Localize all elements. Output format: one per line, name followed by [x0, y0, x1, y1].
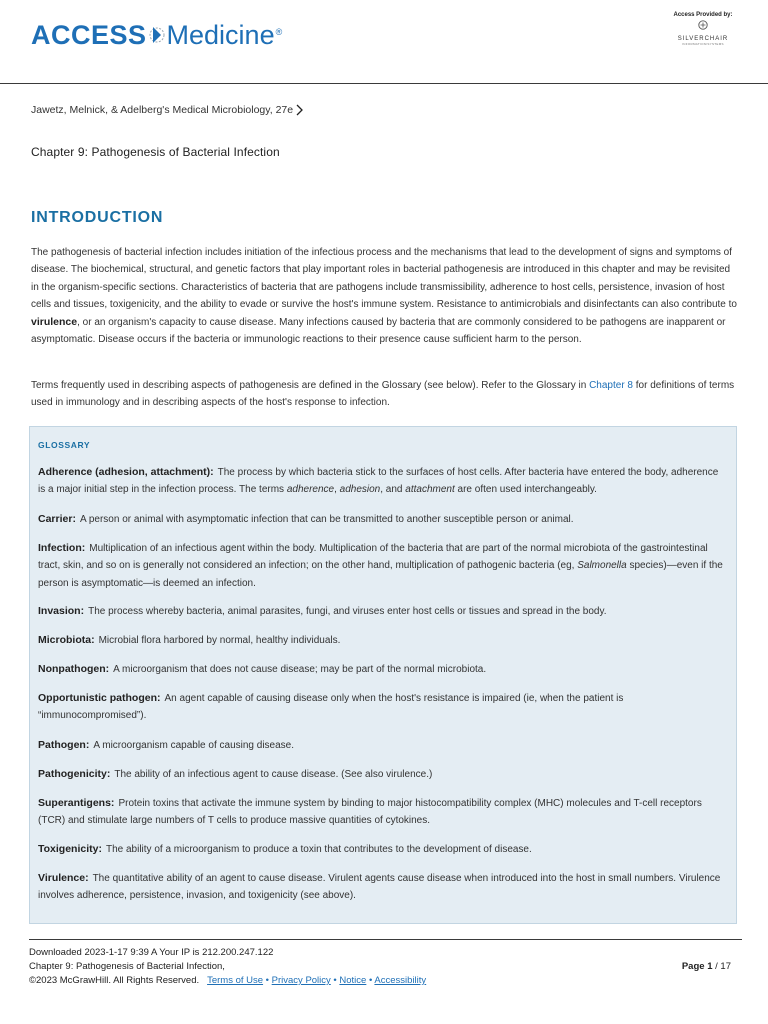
glossary-definition: The quantitative ability of an agent to cause disease. Virulent agents cause disease when introduced into the host in small numbers. Virulence involves adherence, persistence, invasion, and toxigenicity (see above).: [38, 873, 721, 902]
chapter-title: Chapter 9: Pathogenesis of Bacterial Infection: [31, 145, 280, 159]
page-number: [682, 960, 731, 974]
intro-paragraph-2: [31, 377, 737, 412]
footer-links-row: [29, 974, 742, 988]
glossary-term: Carrier:: [38, 513, 76, 525]
copyright-text: ©2023 McGrawHill. All Rights Reserved.: [29, 975, 200, 986]
glossary-entry-superantigens: [38, 795, 728, 830]
breadcrumb[interactable]: [31, 104, 303, 116]
registered-mark: ®: [275, 27, 283, 37]
glossary-definition: Microbial flora harbored by normal, healthy individuals.: [98, 635, 341, 646]
paragraph-text: The pathogenesis of bacterial infection includes initiation of the infectious process and the mechanisms that lead to the development of signs and symptoms of disease. The biochemical, structural, and genetic factors that play important roles in bacterial pathogenesis are introduced in this chapter and may be revisited in the organism-specific sections. Characteristics of bacteria that are pathogens include transmissibility, adherence to host cells, persistence, invasion of host cells and tissues, toxigenicity, and the ability to evade or survive the host's immune system. Resistance to antimicrobials and disinfectants can also contribute to: [31, 247, 737, 311]
glossary-definition: The process by which bacteria stick to the surfaces of host cells. After bacteria have entered the body, adherence is a major initial step in the infection process. The terms adherence, adhesion, and attachment are often used interchangeably.: [38, 467, 719, 496]
glossary-term: Pathogenicity:: [38, 768, 111, 780]
intro-paragraph-1: [31, 244, 737, 348]
section-heading: INTRODUCTION: [31, 209, 164, 226]
glossary-entry-pathogen: [38, 737, 728, 754]
glossary-definition: The process whereby bacteria, animal parasites, fungi, and viruses enter host cells or tissues and spread in the body.: [88, 606, 607, 617]
provider-subtitle: INFORMATION/SYSTEMS: [682, 42, 724, 46]
glossary-definition: The ability of a microorganism to produce a toxin that contributes to the development of disease.: [105, 844, 532, 855]
privacy-policy-link[interactable]: Privacy Policy: [271, 975, 331, 986]
glossary-term: Microbiota:: [38, 634, 95, 646]
glossary-term: Toxigenicity:: [38, 843, 102, 855]
page-total: / 17: [715, 961, 731, 972]
footer-chapter: Chapter 9: Pathogenesis of Bacterial Infection,: [29, 961, 225, 972]
chevron-right-icon[interactable]: [295, 104, 303, 116]
glossary-entry-invasion: [38, 603, 728, 620]
download-info: Downloaded 2023-1-17 9:39 A Your IP is 212.200.247.122: [29, 947, 274, 958]
glossary-definition: A microorganism capable of causing disease.: [93, 740, 295, 751]
glossary-term: Opportunistic pathogen:: [38, 692, 161, 704]
breadcrumb-book-title[interactable]: Jawetz, Melnick, & Adelberg's Medical Microbiology, 27e: [31, 104, 294, 116]
glossary-entry-toxigenicity: [38, 841, 728, 858]
page-footer: [29, 939, 742, 988]
glossary-definition: A person or animal with asymptomatic infection that can be transmitted to another susceptible person or animal.: [79, 514, 574, 525]
terms-of-use-link[interactable]: Terms of Use: [207, 975, 264, 986]
page-header: [0, 0, 768, 84]
link-separator: •: [366, 975, 375, 986]
glossary-entry-pathogenicity: [38, 766, 728, 783]
link-separator: •: [263, 975, 272, 986]
notice-link[interactable]: Notice: [339, 975, 367, 986]
page-current: 1: [707, 961, 713, 972]
glossary-entry-opportunistic-pathogen: [38, 690, 728, 725]
link-separator: •: [330, 975, 340, 986]
accessibility-link[interactable]: Accessibility: [374, 975, 427, 986]
glossary-entry-nonpathogen: [38, 661, 728, 678]
chapter-8-link[interactable]: Chapter 8: [589, 380, 633, 391]
logo-access-text: ACCESS: [31, 20, 147, 50]
glossary-entry-infection: [38, 540, 728, 592]
glossary-term: Nonpathogen:: [38, 663, 110, 675]
glossary-term: Virulence:: [38, 872, 89, 884]
paragraph-text: for definitions of terms used in immunology and in describing aspects of the host's response to infection.: [31, 380, 735, 409]
logo-medicine-text: Medicine: [166, 20, 275, 50]
virulence-term: virulence: [31, 315, 78, 328]
paragraph-text: , or an organism's capacity to cause disease. Many infections caused by bacteria that are commonly considered to be pathogens are inapparent or asymptomatic. Disease occurs if the bacteria or immunologic reactions to their presence cause sufficient harm to the person.: [31, 316, 726, 346]
glossary-entry-microbiota: [38, 632, 728, 649]
access-provided-label: Access Provided by:: [673, 12, 733, 18]
glossary-definition: An agent capable of causing disease only when the host's resistance is impaired (ie, when the patient is “immunocompromised”).: [38, 693, 624, 722]
paragraph-text: Terms frequently used in describing aspects of pathogenesis are defined in the Glossary (see below). Refer to the Glossary in: [31, 380, 590, 391]
glossary-entry-virulence: [38, 870, 728, 905]
glossary-title: GLOSSARY: [38, 440, 91, 450]
glossary-entry-adherence: [38, 464, 728, 499]
accessmedicine-logo[interactable]: [31, 14, 282, 56]
glossary-definition: The ability of an infectious agent to cause disease. (See also virulence.): [114, 769, 433, 780]
logo-arrow-icon: [149, 21, 165, 49]
glossary-definition: Protein toxins that activate the immune system by binding to major histocompatibility complex (MHC) molecules and T-cell receptors (TCR) and stimulate large numbers of T cells to produce massive quantities of cytokines.: [38, 798, 702, 827]
glossary-term: Adherence (adhesion, attachment):: [38, 466, 214, 478]
glossary-box: [29, 426, 737, 924]
provider-name: SILVERCHAIR: [677, 36, 729, 42]
glossary-definition: A microorganism that does not cause disease; may be part of the normal microbiota.: [113, 664, 487, 675]
access-provided-by: [668, 12, 738, 46]
glossary-term: Pathogen:: [38, 739, 90, 751]
glossary-entry-carrier: [38, 511, 728, 528]
glossary-definition: Multiplication of an infectious agent within the body. Multiplication of the bacteria that are part of the normal microbiota of the gastrointestinal tract, skin, and so on is generally not considered an infection; on the other hand, multiplication of pathogenic bacteria (eg, Salmonella species)—even if the person is asymptomatic—is deemed an infection.: [38, 543, 723, 589]
glossary-term: Superantigens:: [38, 797, 115, 809]
page-label: Page: [681, 961, 705, 972]
silverchair-logo-icon: [698, 20, 708, 30]
glossary-term: Infection:: [38, 542, 86, 554]
glossary-term: Invasion:: [38, 605, 85, 617]
